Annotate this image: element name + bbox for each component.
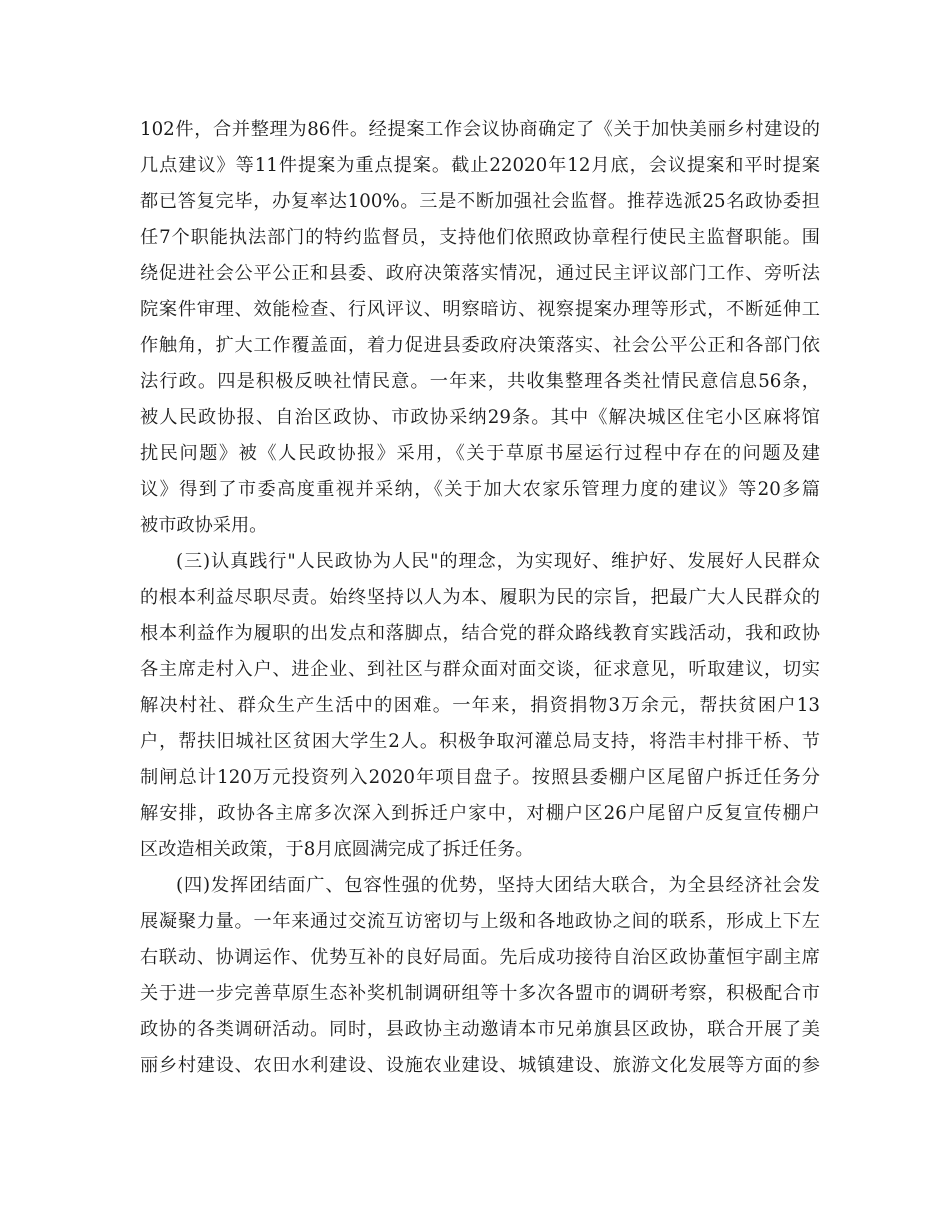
paragraph-start-line: (三)认真践行"人民政协为人民"的理念，为实现好、维护好、发展好人民群众 (176, 551, 820, 572)
text-line: 被市政协采用。 (140, 515, 268, 536)
text-line: 法行政。四是积极反映社情民意。一年来，共收集整理各类社情民意信息56条， (140, 371, 820, 392)
text-line: 户，帮扶旧城社区贫困大学生2人。积极争取河灌总局支持，将浩丰村排干桥、节 (140, 731, 820, 752)
text-line: 展凝聚力量。一年来通过交流互访密切与上级和各地政协之间的联系，形成上下左 (140, 911, 820, 932)
document-body (140, 112, 820, 1084)
text-line: 议》得到了市委高度重视并采纳，《关于加大农家乐管理力度的建议》等20多篇 (140, 479, 820, 500)
text-line: 作触角，扩大工作覆盖面，着力促进县委政府决策落实、社会公平公正和各部门依 (140, 335, 820, 356)
text-line: 政协的各类调研活动。同时，县政协主动邀请本市兄弟旗县区政协，联合开展了美 (140, 1019, 820, 1040)
text-line: 丽乡村建设、农田水利建设、设施农业建设、城镇建设、旅游文化发展等方面的参 (140, 1055, 820, 1076)
text-line: 扰民问题》被《人民政协报》采用，《关于草原书屋运行过程中存在的问题及建 (140, 443, 820, 464)
text-line: 根本利益作为履职的出发点和落脚点，结合党的群众路线教育实践活动，我和政协 (140, 623, 820, 644)
text-line: 各主席走村入户、进企业、到社区与群众面对面交谈，征求意见，听取建议，切实 (140, 659, 820, 680)
text-line: 的根本利益尽职尽责。始终坚持以人为本、履职为民的宗旨，把最广大人民群众的 (140, 587, 820, 608)
text-line: 区改造相关政策，于8月底圆满完成了拆迁任务。 (140, 839, 534, 860)
text-line: 关于进一步完善草原生态补奖机制调研组等十多次各盟市的调研考察，积极配合市 (140, 983, 820, 1004)
text-line: 几点建议》等11件提案为重点提案。截止22020年12月底，会议提案和平时提案 (140, 155, 820, 176)
text-line: 解决村社、群众生产生活中的困难。一年来，捐资捐物3万余元，帮扶贫困户13 (140, 695, 820, 716)
text-line: 绕促进社会公平公正和县委、政府决策落实情况，通过民主评议部门工作、旁听法 (140, 263, 820, 284)
text-line: 被人民政协报、自治区政协、市政协采纳29条。其中《解决城区住宅小区麻将馆 (140, 407, 820, 428)
paragraph-start-line: (四)发挥团结面广、包容性强的优势，坚持大团结大联合，为全县经济社会发 (176, 875, 820, 896)
text-line: 制闸总计120万元投资列入2020年项目盘子。按照县委棚户区尾留户拆迁任务分 (140, 767, 820, 788)
text-line: 都已答复完毕，办复率达100%。三是不断加强社会监督。推荐选派25名政协委担 (140, 191, 820, 212)
text-line: 院案件审理、效能检查、行风评议、明察暗访、视察提案办理等形式，不断延伸工 (140, 299, 820, 320)
text-line: 任7个职能执法部门的特约监督员，支持他们依照政协章程行使民主监督职能。围 (140, 227, 820, 248)
text-line: 解安排，政协各主席多次深入到拆迁户家中，对棚户区26户尾留户反复宣传棚户 (140, 803, 820, 824)
text-line: 102件，合并整理为86件。经提案工作会议协商确定了《关于加快美丽乡村建设的 (140, 119, 820, 140)
text-line: 右联动、协调运作、优势互补的良好局面。先后成功接待自治区政协董恒宇副主席 (140, 947, 820, 968)
